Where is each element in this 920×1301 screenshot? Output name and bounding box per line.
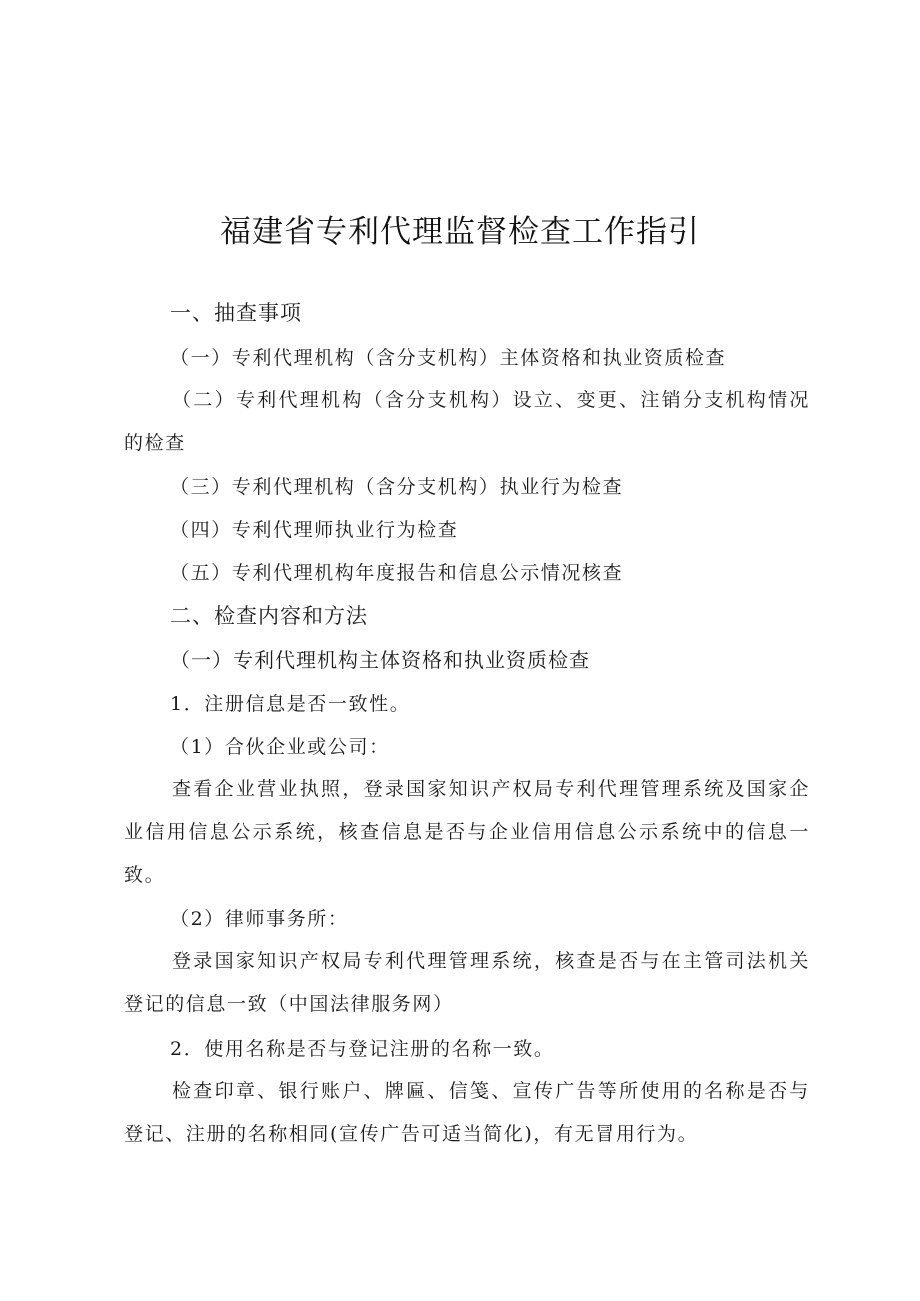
subsection-heading-qualification: （一）专利代理机构主体资格和执业资质检查 [170, 648, 590, 672]
document-title: 福建省专利代理监督检查工作指引 [220, 214, 700, 250]
section-heading-content-methods: 二、检查内容和方法 [170, 604, 368, 628]
inspection-item-5: （五）专利代理机构年度报告和信息公示情况核查 [170, 562, 624, 584]
inspection-item-2: （二）专利代理机构（含分支机构）设立、变更、注销分支机构情况的检查 [124, 389, 810, 454]
inspection-item-3: （三）专利代理机构（含分支机构）执业行为检查 [170, 476, 624, 498]
inspection-item-4: （四）专利代理师执业行为检查 [170, 519, 459, 541]
paragraph-registration-info: 1．注册信息是否一致性。 [170, 693, 411, 715]
paragraph-law-firm: （2）律师事务所： [170, 908, 349, 930]
paragraph-partnership-company: （1）合伙企业或公司： [170, 736, 390, 758]
paragraph-name-consistency: 2．使用名称是否与登记注册的名称一致。 [170, 1038, 555, 1060]
paragraph-partnership-company-text: 查看企业营业执照，登录国家知识产权局专利代理管理系统及国家企业信用信息公示系统，核查信息是否与企业信用信息公示系统中的信息一致。 [124, 778, 810, 886]
paragraph-name-consistency-text: 检查印章、银行账户、牌匾、信笺、宣传广告等所使用的名称是否与登记、注册的名称相同(宣传广告可适当简化)，有无冒用行为。 [124, 1080, 810, 1145]
paragraph-law-firm-text: 登录国家知识产权局专利代理管理系统，核查是否与在主管司法机关登记的信息一致（中国法律服务网） [124, 950, 810, 1015]
section-heading-inspection-items: 一、抽查事项 [170, 301, 302, 325]
inspection-item-1: （一）专利代理机构（含分支机构）主体资格和执业资质检查 [170, 347, 727, 369]
